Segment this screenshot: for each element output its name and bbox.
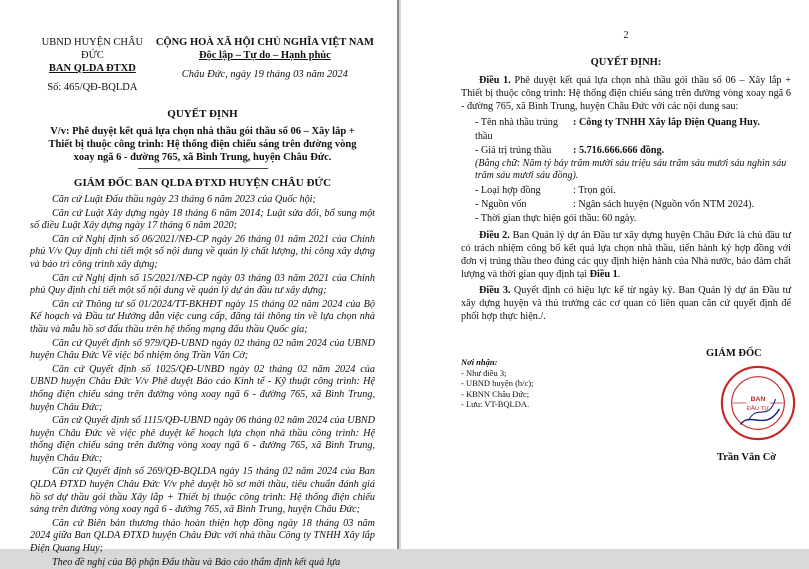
signer-title: GIÁM ĐỐC [706, 348, 762, 359]
article-3-label: Điều 3. [479, 285, 511, 296]
legal-basis: Căn cứ Quyết định số 269/QĐ-BQLDA ngày 15 tháng 02 năm 2024 của Ban QLDA ĐTXD huyện Châu Đức V/v phê duyệt hồ sơ mời thầu, tiêu chuẩn đánh giá hồ sơ dự thầu gói thầu Xây lắp + Thiết bị thuộc công trình: Hệ thống điện chiếu sáng trên đường vòng xoay ngã 6 - đường 765, xã Bình Trung, huyện Châu Đức; [30, 466, 375, 516]
recipient-item: - UBND huyện (b/c); [461, 378, 534, 388]
decision-subject: V/v: Phê duyệt kết quả lựa chọn nhà thầu gói thầu số 06 – Xây lắp + Thiết bị thuộc công trình: Hệ thống điện chiếu sáng trên đường vòng xoay ngã 6 - đường 765, xã Bình Trung, huyện Châu Đức. [48, 126, 357, 163]
agency-parent: UBND HUYỆN CHÂU ĐỨC [41, 37, 144, 61]
fund-row [461, 198, 791, 212]
fund-value: : Ngân sách huyện (Nguồn vốn NTM 2024). [573, 199, 755, 210]
legal-basis: Căn cứ Thông tư số 01/2024/TT-BKHĐT ngày 15 tháng 02 năm 2024 của Bộ Kế hoạch và Đầu tư Hướng dẫn việc cung cấp, đăng tải thông tin về lựa chọn nhà thầu và mẫu hồ sơ đấu thầu trên hệ thống mạng đấu thầu Quốc gia; [30, 298, 375, 335]
contract-row [461, 184, 791, 198]
legal-basis: Căn cứ Quyết định số 979/QĐ-UBND ngày 02 tháng 02 năm 2024 của UBND huyện Châu Đức Về việc bổ nhiệm ông Trần Văn Cờ; [30, 337, 375, 362]
article-1-label: Điều 1. [479, 75, 511, 86]
divider [138, 168, 268, 169]
recipient-item: - Như điều 3; [461, 367, 507, 378]
article-1-text: Phê duyệt kết quả lựa chọn nhà thầu gói thầu số 06 – Xây lắp + Thiết bị thuộc công trình: Hệ thống điện chiếu sáng trên đường vòng xoay ngã 6 - đường 765, xã Bình Trung, huyện Châu Đức với các nội dung sau: [461, 75, 792, 112]
legal-basis: Căn cứ Luật Xây dựng ngày 18 tháng 6 năm 2014; Luật sửa đổi, bổ sung một số điều Luật Xây dựng ngày 17 tháng 6 năm 2020; [30, 207, 375, 232]
contract-label: - Loại hợp đồng [475, 185, 541, 196]
decision-heading: QUYẾT ĐỊNH: [590, 57, 662, 68]
contract-value: : Trọn gói. [573, 185, 616, 196]
legal-bases [30, 194, 375, 569]
article-2-label: Điều 2. [479, 230, 510, 241]
winner-row [461, 116, 791, 144]
document-number: Số: 465/QĐ-BQLDA [47, 82, 138, 93]
svg-text:BAN: BAN [750, 396, 766, 404]
article-2: Điều 2. Ban Quản lý dự án Đầu tư xây dựng huyện Châu Đức là chủ đầu tư có trách nhiệm công bố kết quả lựa chọn nhà thầu, tiến hành ký hợp đồng với đơn vị trúng thầu theo đúng các quy định hiện hành của Nhà nước, bảo đảm chất lượng và thời gian quy định tại Điều 1. [461, 230, 792, 280]
legal-basis: Căn cứ Nghị định số 15/2021/NĐ-CP ngày 03 tháng 03 năm 2021 của Chính phủ Quy định chi tiết một số nội dung về quản lý dự án đầu tư xây dựng; [30, 272, 375, 297]
winner-label: - Tên nhà thầu trúng thầu [475, 117, 558, 142]
recipient-item: - Lưu: VT-BQLDA. [461, 399, 530, 409]
legal-basis: Căn cứ Quyết định số 1115/QĐ-UBND ngày 06 tháng 02 năm 2024 của UBND huyện Châu Đức về việc phê duyệt kế hoạch lựa chọn nhà thầu công trình: Hệ thống điện chiếu sáng trên đường vòng xoay ngã 6 - đường 765, xã Bình Trung, huyện Châu Đức; [30, 415, 375, 464]
article-1 [461, 74, 791, 113]
agency-name: BAN QLDA ĐTXD [48, 63, 136, 74]
legal-basis: Căn cứ Quyết định số 1025/QĐ-UNBD ngày 02 tháng 02 năm 2024 của UBND huyện Châu Đức V/v Phê duyệt Báo cáo Kinh tế - Kỹ thuật công trình: Hệ thống điện chiếu sáng trên đường vòng xoay ngã 6 - đường 765, xã Bình Trung, huyện Châu Đức; [30, 363, 375, 413]
svg-text:ĐẦU TƯ: ĐẦU TƯ [746, 405, 770, 412]
fund-label: - Nguồn vốn [475, 199, 527, 210]
article-2-text: Ban Quản lý dự án Đầu tư xây dựng huyện Châu Đức là chủ đầu tư có trách nhiệm công bố kết quả lựa chọn nhà thầu, tiến hành ký hợp đồng với đơn vị trúng thầu theo đúng các quy định hiện hành của Nhà nước, bảo đảm chất lượng và thời gian quy định tại [461, 230, 792, 280]
article-2-reference: Điều 1 [589, 269, 618, 280]
article-3 [461, 284, 791, 323]
authority-heading: GIÁM ĐỐC BAN QLDA ĐTXD HUYỆN CHÂU ĐỨC [73, 177, 332, 189]
winner-value: : Công ty TNHH Xây lắp Điện Quang Huy. [573, 117, 760, 128]
duration-row [461, 212, 791, 226]
price-value: : 5.716.666.666 đồng. [573, 145, 665, 156]
page-number: 2 [623, 30, 629, 41]
issuing-agency [30, 36, 155, 94]
duration-text: - Thời gian thực hiện gói thầu: 60 ngày. [475, 213, 637, 224]
national-motto: Độc lập – Tự do – Hạnh phúc [198, 50, 331, 61]
legal-basis: Căn cứ Biên bản thương thảo hoàn thiện hợp đồng ngày 18 tháng 03 năm 2024 giữa Ban QLDA ĐTXD huyện Châu Đức với nhà thầu Công ty TNHH Xây lắp Điện Quang Huy; [30, 517, 375, 555]
document-page-1 [0, 0, 399, 568]
article-3-text: Quyết định có hiệu lực kể từ ngày ký. Ban Quản lý dự án Đầu tư xây dựng huyện và thủ trưởng các cơ quan có liên quan căn cứ quyết định để phối hợp thực hiện./. [461, 285, 792, 322]
recipients-title: Nơi nhận: [461, 357, 498, 367]
recipient-item: - KBNN Châu Đức; [461, 388, 530, 399]
official-seal [719, 364, 797, 442]
recipients [461, 357, 533, 410]
signer-name: Trần Văn Cờ [717, 452, 777, 463]
price-row [461, 144, 791, 158]
price-in-words: (Bằng chữ: Năm tỷ bảy trăm mười sáu triệu sáu trăm sáu mươi sáu nghìn sáu trăm sáu mươi sáu đồng). [475, 158, 787, 181]
decision-title: QUYẾT ĐỊNH [167, 108, 238, 120]
document-page-2 [401, 0, 809, 549]
nation-name: CỘNG HOÀ XÃ HỘI CHỦ NGHĨA VIỆT NAM [155, 37, 374, 48]
legal-basis: Theo đề nghị của Bộ phận Đấu thầu và Báo cáo thẩm định kết quả lựa [52, 556, 341, 568]
national-title [155, 36, 375, 94]
legal-basis: Căn cứ Luật Đấu thầu ngày 23 tháng 6 năm 2023 của Quốc hội; [52, 194, 316, 205]
legal-basis: Căn cứ Nghị định số 06/2021/NĐ-CP ngày 26 tháng 01 năm 2021 của Chính phủ V/v Quy định chi tiết một số nội dung về quản lý chất lượng, thi công xây dựng và bảo trì công trình xây dựng; [30, 233, 375, 270]
document-header [30, 36, 375, 94]
price-label: - Giá trị trúng thầu [475, 145, 552, 156]
place-date: Châu Đức, ngày 19 tháng 03 năm 2024 [181, 69, 348, 80]
